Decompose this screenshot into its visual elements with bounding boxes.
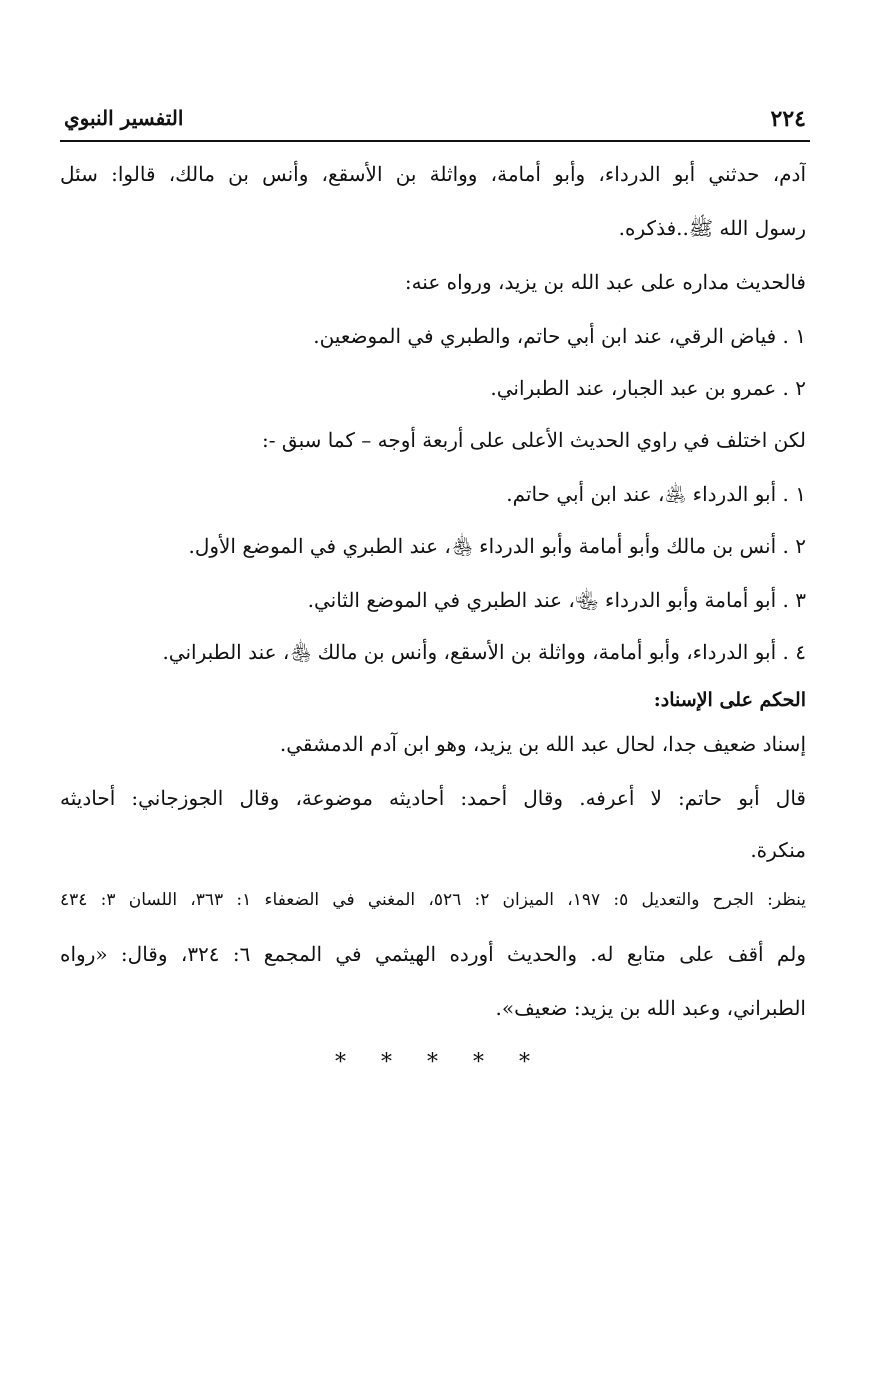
paragraph-line-16: ولم أقف على متابع له. والحديث أورده الهيثمي في المجمع ٦: ٣٢٤، وقال: «رواه xyxy=(60,942,806,966)
paragraph-line-3: فالحديث مداره على عبد الله بن يزيد، ورواه عنه: xyxy=(404,270,806,294)
list-item-3: ١ . أبو الدرداء ﵁، عند ابن أبي حاتم. xyxy=(506,482,806,506)
list-item-4: ٢ . أنس بن مالك وأبو أمامة وأبو الدرداء ﵃، عند الطبري في الموضع الأول. xyxy=(188,534,806,558)
list-item-2: ٢ . عمرو بن عبد الجبار، عند الطبراني. xyxy=(490,376,806,400)
running-title: التفسير النبوي xyxy=(64,106,184,130)
list-item-1: ١ . فياض الرقي، عند ابن أبي حاتم، والطبري في الموضعين. xyxy=(313,324,806,348)
paragraph-line-14: منكرة. xyxy=(750,838,806,862)
paragraph-line-1: آدم، حدثني أبو الدرداء، وأبو أمامة، وواثلة بن الأسقع، وأنس بن مالك، قالوا: سئل xyxy=(60,162,806,186)
list-item-6: ٤ . أبو الدرداء، وأبو أمامة، وواثلة بن الأسقع، وأنس بن مالك ﵃، عند الطبراني. xyxy=(162,640,806,664)
section-heading: الحكم على الإسناد: xyxy=(653,689,806,711)
paragraph-line-6: لكن اختلف في راوي الحديث الأعلى على أربعة أوجه – كما سبق -: xyxy=(262,428,806,452)
paragraph-line-13: قال أبو حاتم: لا أعرفه. وقال أحمد: أحاديثه موضوعة، وقال الجوزجاني: أحاديثه xyxy=(60,786,806,810)
paragraph-line-17: الطبراني، وعبد الله بن يزيد: ضعيف». xyxy=(495,996,806,1020)
paragraph-line-12: إسناد ضعيف جدا، لحال عبد الله بن يزيد، وهو ابن آدم الدمشقي. xyxy=(279,732,806,756)
reference-note: ينظر: الجرح والتعديل ٥: ١٩٧، الميزان ٢: ٥٢٦، المغني في الضعفاء ١: ٣٦٣، اللسان ٣: ٤٣٤ xyxy=(60,890,806,910)
list-item-5: ٣ . أبو أمامة وأبو الدرداء ﵄، عند الطبري في الموضع الثاني. xyxy=(307,588,806,612)
page-header xyxy=(60,104,810,142)
page-number: ٢٢٤ xyxy=(770,106,806,132)
paragraph-line-2: رسول الله ﷺ..فذكره. xyxy=(618,216,806,240)
section-separator: * * * * * xyxy=(335,1050,544,1075)
